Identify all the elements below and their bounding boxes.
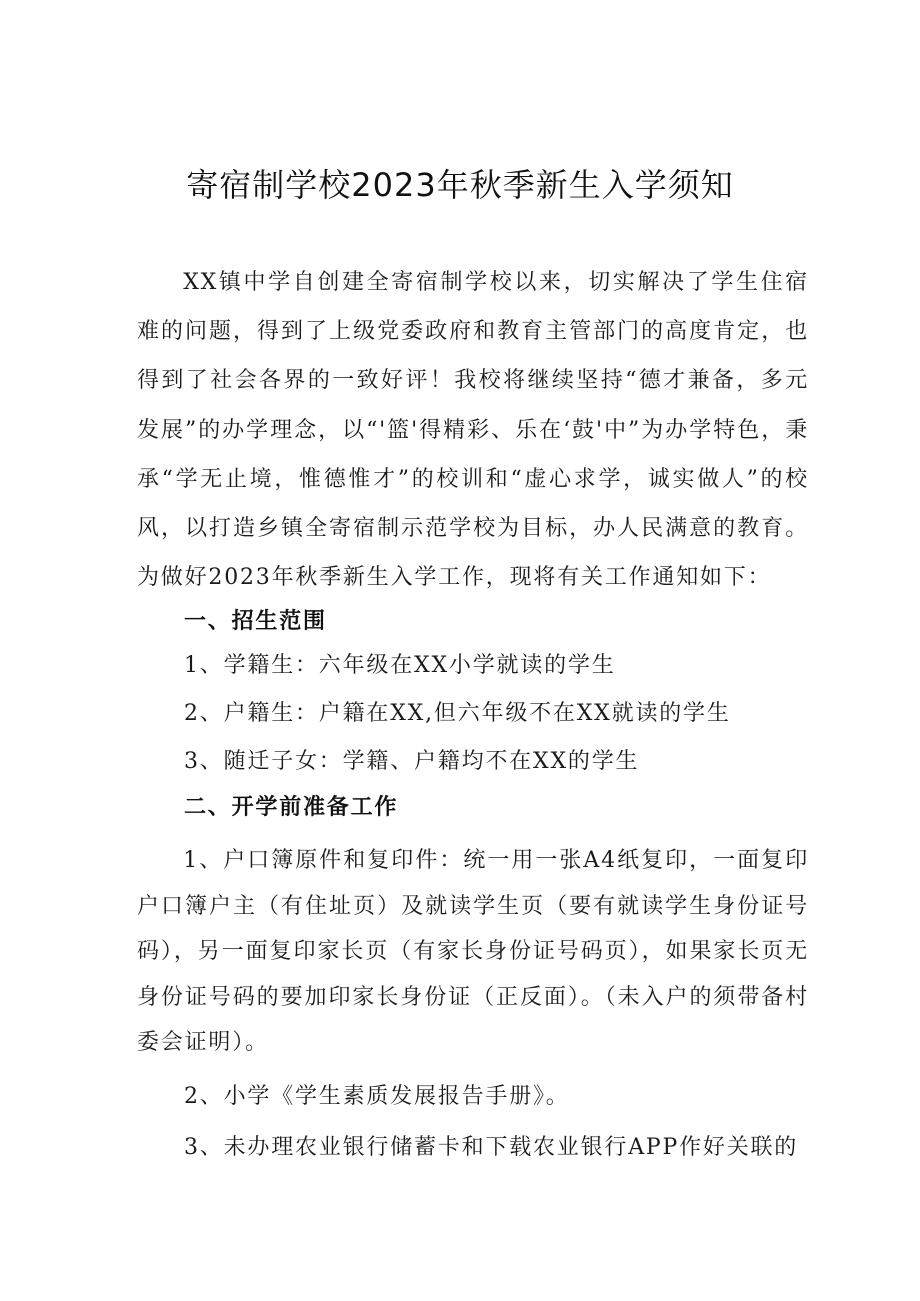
preparation-item-2: 2、小学《学生素质发展报告手册》。 — [184, 1084, 570, 1109]
section-heading-enrollment-scope: 一、招生范围 — [184, 609, 327, 634]
preparation-item-3: 3、未办理农业银行储蓄卡和下载农业银行APP作好关联的 — [184, 1135, 799, 1160]
list-item: 2、户籍生：户籍在XX,但六年级不在XX就读的学生 — [184, 701, 731, 726]
list-item: 1、学籍生：六年级在XX小学就读的学生 — [184, 653, 616, 678]
preparation-item-1: 1、户口簿原件和复印件：统一用一张A4纸复印，一面复印户口簿户主（有住址页）及就读学生页（要有就读学生身份证号码），另一面复印家长页（有家长身份证号码页），如果家长页无身份证号码的要加印家长身份证（正反面）。（未入户的须带备村委会证明）。 — [137, 848, 809, 1055]
document-title: 寄宿制学校2023年秋季新生入学须知 — [186, 166, 734, 204]
section-heading-preparation: 二、开学前准备工作 — [184, 795, 399, 820]
list-item: 3、随迁子女：学籍、户籍均不在XX的学生 — [184, 749, 640, 774]
intro-paragraph: XX镇中学自创建全寄宿制学校以来，切实解决了学生住宿难的问题，得到了上级党委政府和教育主管部门的高度肯定，也得到了社会各界的一致好评！我校将继续坚持“德才兼备，多元发展”的办学理念，以“'篮'得精彩、乐在‘鼓'中”为办学特色，秉承“学无止境，惟德惟才”的校训和“虚心求学，诚实做人”的校风，以打造乡镇全寄宿制示范学校为目标，办人民满意的教育。为做好2023年秋季新生入学工作，现将有关工作通知如下： — [137, 270, 809, 591]
